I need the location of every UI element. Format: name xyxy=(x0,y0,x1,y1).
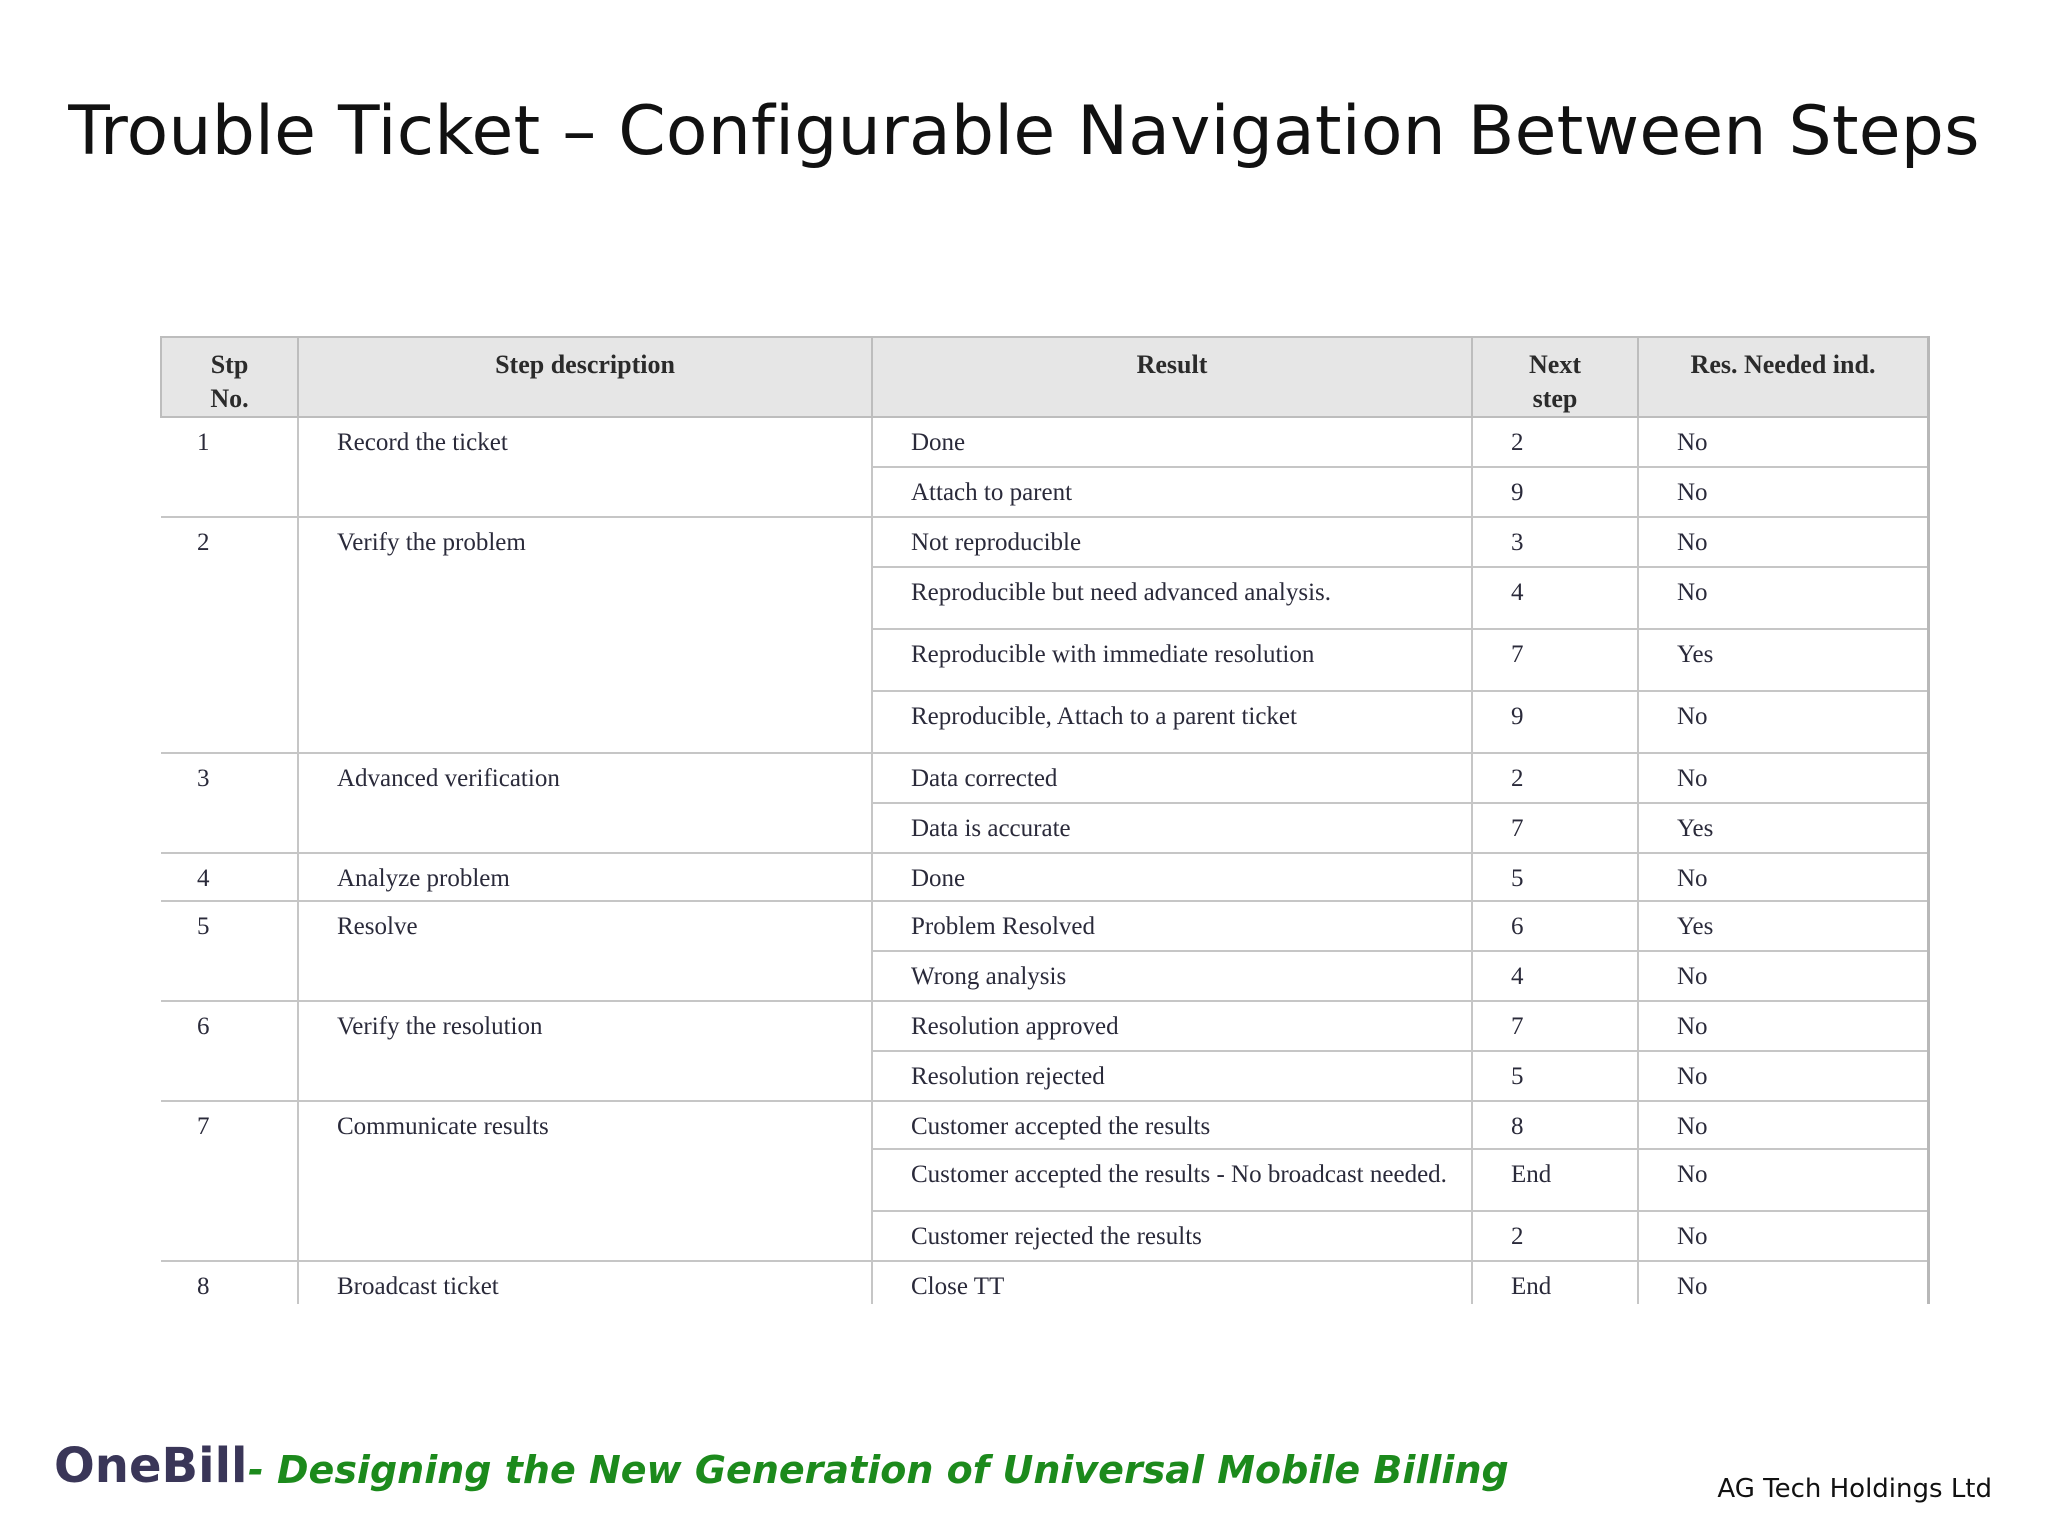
next-step-cell: 6 xyxy=(1472,901,1638,951)
next-step-cell: 9 xyxy=(1472,467,1638,517)
next-step-cell: End xyxy=(1472,1149,1638,1211)
next-step-cell: 5 xyxy=(1472,1051,1638,1101)
footer-tagline: - Designing the New Generation of Universal Mobile Billing xyxy=(248,1448,1509,1492)
res-needed-cell: No xyxy=(1638,1261,1928,1304)
result-cell: Done xyxy=(872,853,1472,901)
result-cell: Data is accurate xyxy=(872,803,1472,853)
res-needed-cell: No xyxy=(1638,517,1928,567)
navigation-table-container xyxy=(160,336,1930,1304)
res-needed-cell: Yes xyxy=(1638,629,1928,691)
step-description-cell: Analyze problem xyxy=(298,853,872,901)
res-needed-cell: Yes xyxy=(1638,901,1928,951)
header-next-step: Next step xyxy=(1472,337,1638,417)
res-needed-cell: No xyxy=(1638,951,1928,1001)
result-cell: Customer accepted the results xyxy=(872,1101,1472,1149)
step-number-cell: 1 xyxy=(161,417,298,517)
step-description-cell: Communicate results xyxy=(298,1101,872,1261)
res-needed-cell: No xyxy=(1638,691,1928,753)
res-needed-cell: No xyxy=(1638,417,1928,467)
res-needed-cell: No xyxy=(1638,853,1928,901)
table-row xyxy=(161,1261,1928,1304)
result-cell: Not reproducible xyxy=(872,517,1472,567)
step-description-cell: Advanced verification xyxy=(298,753,872,853)
header-step-description: Step description xyxy=(298,337,872,417)
table-row xyxy=(161,853,1928,901)
table-row xyxy=(161,901,1928,951)
next-step-cell: 9 xyxy=(1472,691,1638,753)
step-description-cell: Verify the problem xyxy=(298,517,872,753)
step-number-cell: 7 xyxy=(161,1101,298,1261)
next-step-cell: 5 xyxy=(1472,853,1638,901)
table-row xyxy=(161,753,1928,803)
table-row xyxy=(161,1001,1928,1051)
step-description-cell: Record the ticket xyxy=(298,417,872,517)
result-cell: Close TT xyxy=(872,1261,1472,1304)
result-cell: Wrong analysis xyxy=(872,951,1472,1001)
result-cell: Attach to parent xyxy=(872,467,1472,517)
next-step-cell: 2 xyxy=(1472,1211,1638,1261)
result-cell: Customer rejected the results xyxy=(872,1211,1472,1261)
result-cell: Problem Resolved xyxy=(872,901,1472,951)
table-row xyxy=(161,1101,1928,1149)
result-cell: Data corrected xyxy=(872,753,1472,803)
footer-brand-logo: OneBill xyxy=(54,1438,248,1494)
next-step-cell: 2 xyxy=(1472,417,1638,467)
next-step-cell: 7 xyxy=(1472,1001,1638,1051)
result-cell: Done xyxy=(872,417,1472,467)
res-needed-cell: No xyxy=(1638,1211,1928,1261)
next-step-cell: 3 xyxy=(1472,517,1638,567)
step-number-cell: 4 xyxy=(161,853,298,901)
next-step-cell: 7 xyxy=(1472,629,1638,691)
res-needed-cell: No xyxy=(1638,467,1928,517)
res-needed-cell: No xyxy=(1638,1101,1928,1149)
table-row xyxy=(161,517,1928,567)
next-step-cell: 4 xyxy=(1472,951,1638,1001)
result-cell: Reproducible with immediate resolution xyxy=(872,629,1472,691)
result-cell: Customer accepted the results - No broadcast needed. xyxy=(872,1149,1472,1211)
result-cell: Resolution rejected xyxy=(872,1051,1472,1101)
next-step-cell: 4 xyxy=(1472,567,1638,629)
result-cell: Resolution approved xyxy=(872,1001,1472,1051)
slide-title: Trouble Ticket – Configurable Navigation Between Steps xyxy=(68,92,1980,171)
step-description-cell: Resolve xyxy=(298,901,872,1001)
result-cell: Reproducible but need advanced analysis. xyxy=(872,567,1472,629)
res-needed-cell: No xyxy=(1638,1149,1928,1211)
res-needed-cell: No xyxy=(1638,1001,1928,1051)
next-step-cell: 2 xyxy=(1472,753,1638,803)
res-needed-cell: No xyxy=(1638,753,1928,803)
step-number-cell: 2 xyxy=(161,517,298,753)
step-number-cell: 5 xyxy=(161,901,298,1001)
table-header-row xyxy=(161,337,1928,417)
step-number-cell: 6 xyxy=(161,1001,298,1101)
step-description-cell: Broadcast ticket xyxy=(298,1261,872,1304)
next-step-cell: 8 xyxy=(1472,1101,1638,1149)
navigation-steps-table xyxy=(160,336,1929,1304)
table-row xyxy=(161,417,1928,467)
next-step-cell: End xyxy=(1472,1261,1638,1304)
next-step-cell: 7 xyxy=(1472,803,1638,853)
step-description-cell: Verify the resolution xyxy=(298,1001,872,1101)
res-needed-cell: No xyxy=(1638,1051,1928,1101)
header-step-no: Stp No. xyxy=(161,337,298,417)
footer-company-name: AG Tech Holdings Ltd xyxy=(1717,1474,1992,1504)
table-body xyxy=(161,417,1928,1304)
header-res-needed: Res. Needed ind. xyxy=(1638,337,1928,417)
res-needed-cell: Yes xyxy=(1638,803,1928,853)
result-cell: Reproducible, Attach to a parent ticket xyxy=(872,691,1472,753)
step-number-cell: 8 xyxy=(161,1261,298,1304)
header-result: Result xyxy=(872,337,1472,417)
step-number-cell: 3 xyxy=(161,753,298,853)
res-needed-cell: No xyxy=(1638,567,1928,629)
